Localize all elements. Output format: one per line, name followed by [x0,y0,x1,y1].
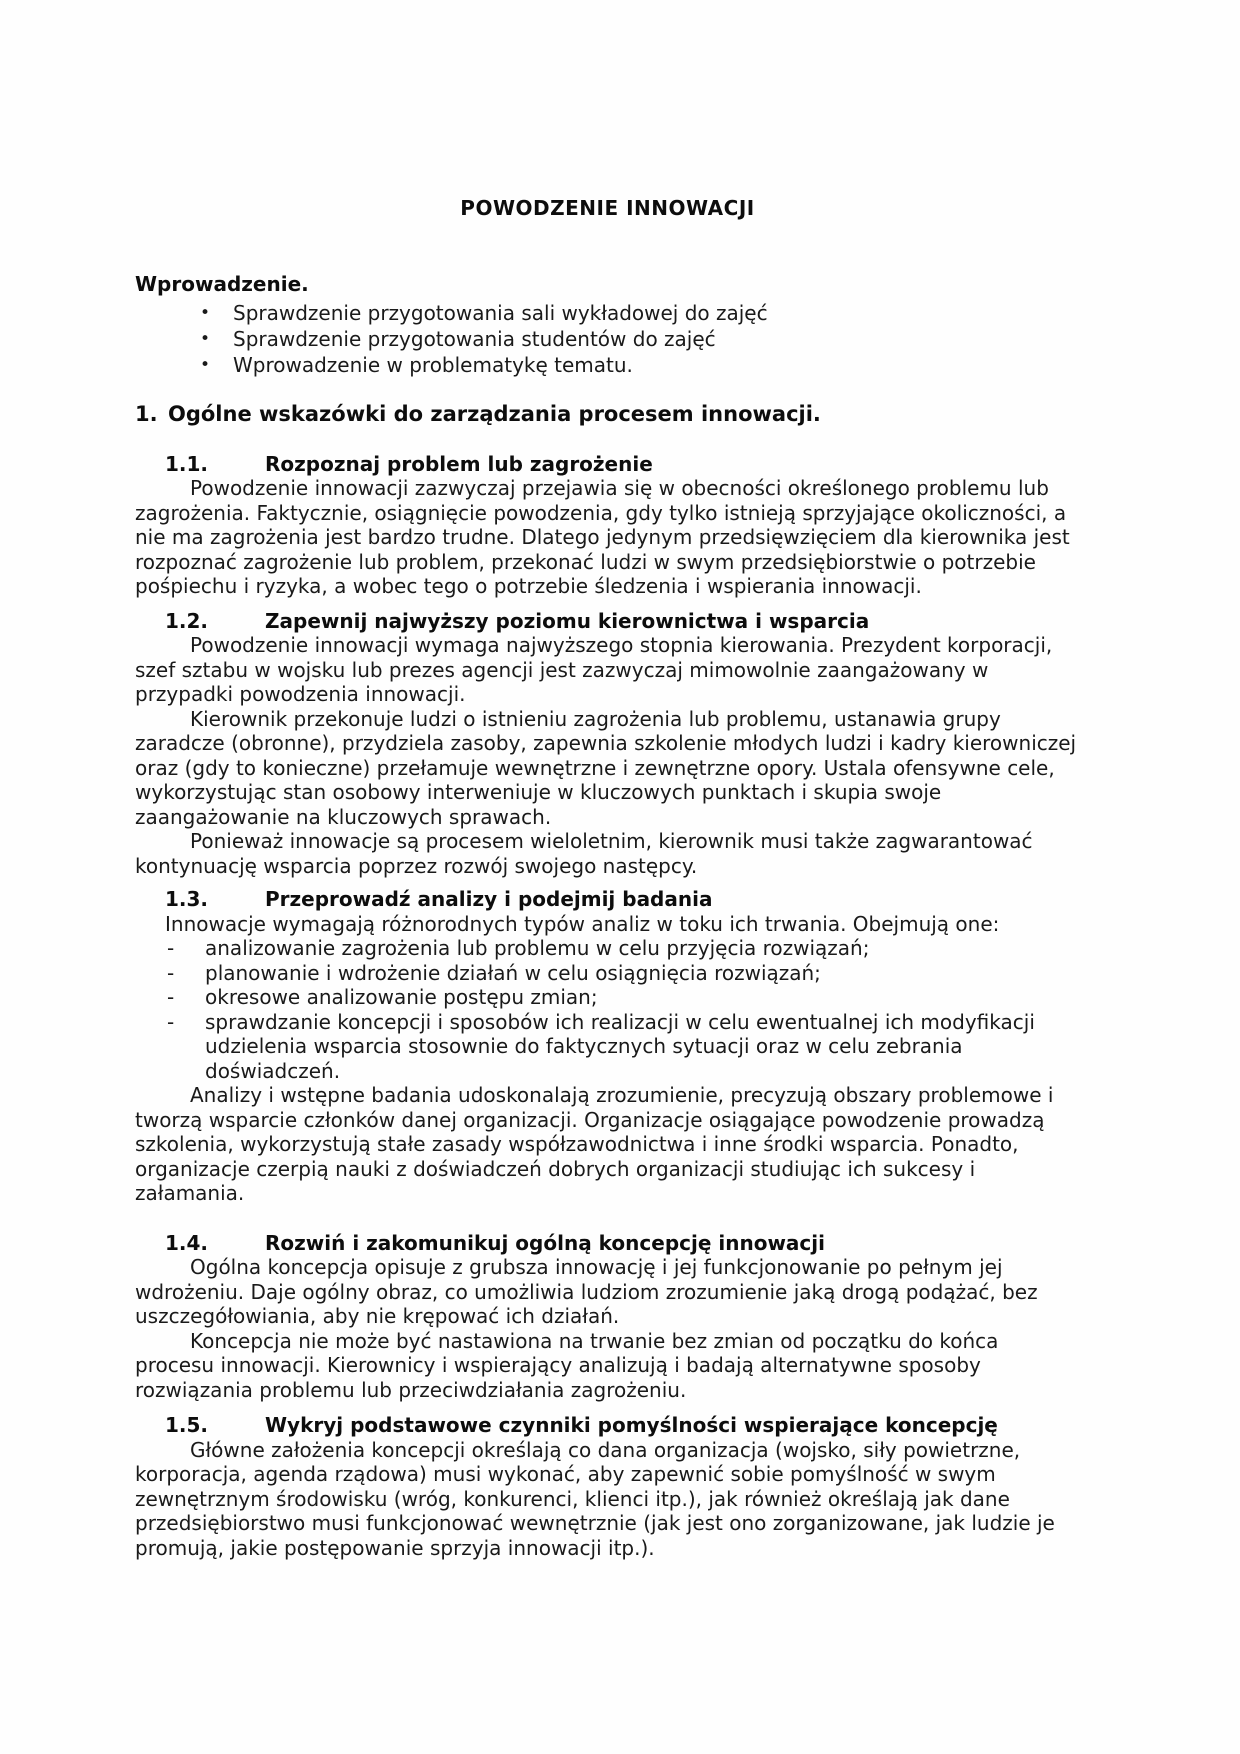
paragraph-lead: Innowacje wymagają różnorodnych typów analiz w toku ich trwania. Obejmują one: [165,911,1000,936]
subsection-heading-1-2 [135,609,1080,634]
subsection-number: 1.5. [165,1413,209,1437]
dash-text: sprawdzanie koncepcji i sposobów ich realizacji w celu ewentualnej ich modyfikacji udzielenia wsparcia stosownie do faktycznych sytuacji oraz w celu zebrania doświadczeń. [205,1009,1035,1083]
list-item [135,936,1080,961]
list-item [135,300,1080,326]
dash-icon: - [167,936,175,960]
bullet-icon: • [200,303,211,323]
section-heading [135,402,1080,427]
intro-heading: Wprowadzenie. [135,271,309,296]
subsection-heading-1-4 [135,1231,1080,1256]
paragraph: Główne założenia koncepcji określają co dana organizacja (wojsko, siły powietrzne, korporacja, agenda rządowa) musi wykonać, aby zapewnić sobie pomyślność w swym zewnętrznym środowisku (wróg, konkurenci, klienci itp.), jak również określają jak dane przedsiębiorstwo musi funkcjonować wewnętrznie (jak jest ono zorganizowane, jak ludzie je promują, jakie postępowanie sprzyja innowacji itp.). [135,1437,1055,1560]
bullet-icon: • [200,329,211,349]
list-item [135,1010,1080,1084]
section-number: 1. [135,402,158,426]
bullet-text: Wprowadzenie w problematykę tematu. [233,353,633,377]
subsection-title: Przeprowadź analizy i podejmij badania [265,887,713,911]
list-item [135,326,1080,352]
paragraph: Kierownik przekonuje ludzi o istnieniu zagrożenia lub problemu, ustanawia grupy zaradcze (obronne), przydziela zasoby, zapewnia szkolenie młodych ludzi i kadry kierowniczej oraz (gdy to konieczne) przełamuje wewnętrzne i zewnętrzne opory. Ustala ofensywne cele, wykorzystując stan osobowy interweniuje w kluczowych punktach i skupia swoje zaangażowanie na kluczowych sprawach. [135,706,1077,829]
dash-list [135,936,1080,1083]
subsection-title: Rozwiń i zakomunikuj ogólną koncepcję innowacji [265,1230,825,1255]
dash-text: analizowanie zagrożenia lub problemu w celu przyjęcia rozwiązań; [205,936,870,960]
list-item [135,985,1080,1010]
subsection-heading-1-5 [135,1413,1080,1438]
subsection-number: 1.2. [165,608,209,633]
dash-icon: - [167,1009,175,1034]
list-item [135,352,1080,378]
subsection-heading-1-3 [135,887,1080,912]
dash-icon: - [167,960,175,985]
intro-bullet-list [135,300,1080,378]
bullet-text: Sprawdzenie przygotowania sali wykładowej do zajęć [233,301,768,325]
paragraph: Ponieważ innowacje są procesem wieloletnim, kierownik musi także zagwarantować kontynuację wsparcia poprzez rozwój swojego następcy. [135,829,1033,878]
paragraph: Analizy i wstępne badania udoskonalają zrozumienie, precyzują obszary problemowe i tworzą wsparcie członków danej organizacji. Organizacje osiągające powodzenie prowadzą szkolenia, wykorzystują stałe zasady współzawodnictwa i inne środki wsparcia. Ponadto, organizacje czerpią nauki z doświadczeń dobrych organizacji studiując ich sukcesy i załamania. [135,1083,1054,1205]
list-item [135,961,1080,986]
paragraph: Powodzenie innowacji zazwyczaj przejawia się w obecności określonego problemu lub zagrożenia. Faktycznie, osiągnięcie powodzenia, gdy tylko istnieją sprzyjające okoliczności, a nie ma zagrożenia jest bardzo trudne. Dlatego jedynym przedsięwzięciem dla kierownika jest rozpoznać zagrożenie lub problem, przekonać ludzi w swym przedsiębiorstwie o potrzebie pośpiechu i ryzyka, a wobec tego o potrzebie śledzenia i wspierania innowacji. [135,476,1070,598]
section-title: Ogólne wskazówki do zarządzania procesem innowacji. [168,402,821,426]
subsection-number: 1.1. [165,451,209,476]
paragraph: Powodzenie innowacji wymaga najwyższego stopnia kierowania. Prezydent korporacji, szef sztabu w wojsku lub prezes agencji jest zazwyczaj mimowolnie zaangażowany w przypadki powodzenia innowacji. [135,633,1053,706]
bullet-icon: • [200,355,211,375]
subsection-title: Wykryj podstawowe czynniki pomyślności wspierające koncepcję [265,1413,998,1437]
subsection-number: 1.4. [165,1230,209,1255]
paragraph: Koncepcja nie może być nastawiona na trwanie bez zmian od początku do końca procesu innowacji. Kierownicy i wspierający analizują i badają alternatywne sposoby rozwiązania problemu lub przeciwdziałania zagrożeniu. [135,1328,999,1402]
bullet-text: Sprawdzenie przygotowania studentów do zajęć [233,327,716,351]
subsection-heading-1-1 [135,452,1080,477]
dash-text: okresowe analizowanie postępu zmian; [205,985,598,1009]
dash-icon: - [167,985,175,1009]
document-title: POWODZENIE INNOWACJI [460,196,755,220]
subsection-title: Rozpoznaj problem lub zagrożenie [265,451,653,476]
dash-text: planowanie i wdrożenie działań w celu osiągnięcia rozwiązań; [205,960,821,985]
paragraph: Ogólna koncepcja opisuje z grubsza innowację i jej funkcjonowanie po pełnym jej wdrożeniu. Daje ogólny obraz, co umożliwia ludziom zrozumienie jaką drogą podążać, bez uszczegółowiania, aby nie krępować ich działań. [135,1255,1038,1328]
subsection-title: Zapewnij najwyższy poziomu kierownictwa i wsparcia [265,608,870,633]
subsection-number: 1.3. [165,887,209,911]
